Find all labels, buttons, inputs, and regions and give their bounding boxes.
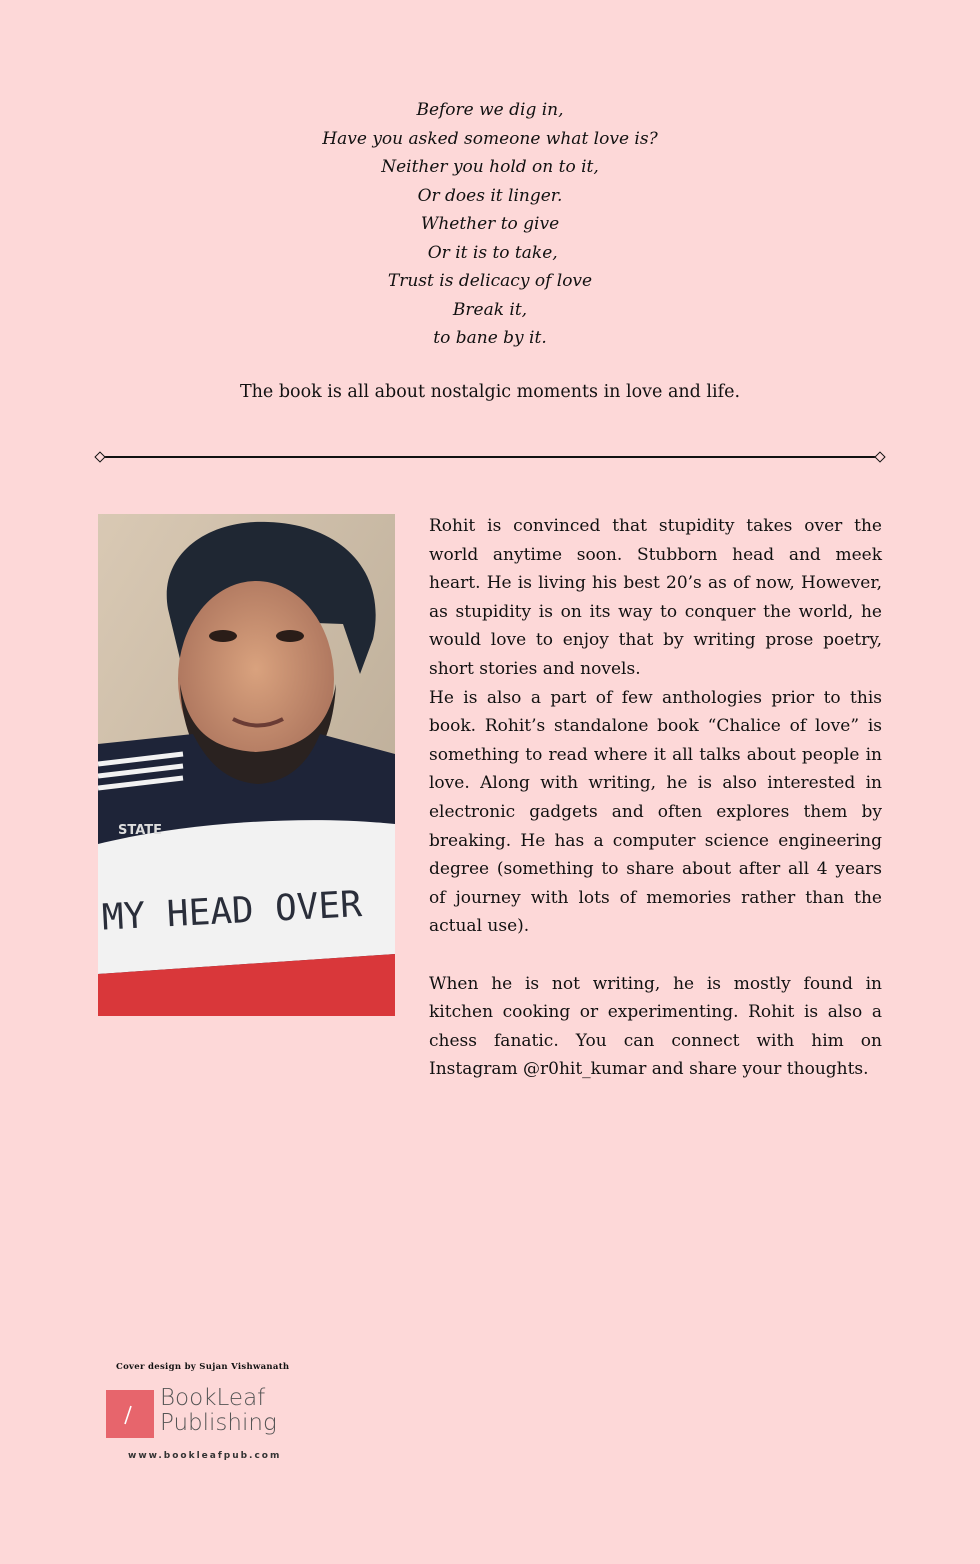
- poem-line: Have you asked someone what love is?: [322, 128, 658, 149]
- cover-design-credit: Cover design by Sujan Vishwanath: [116, 1362, 290, 1372]
- bio-paragraph: He is also a part of few anthologies prior to this book. Rohit’s standalone book “Chalice of love” is something to read where it all talks about people in love. Along with writing, he is also interested in electronic gadgets and often explores them by breaking. He has a computer science engineering degree (something to share about after all 4 years of journey with lots of memories rather than the actual use).: [429, 687, 882, 937]
- poem-line: Whether to give: [420, 214, 560, 234]
- poem-line: Trust is delicacy of love: [387, 271, 593, 291]
- poem-line: Before we dig in,: [416, 100, 564, 120]
- publisher-name-line2: Publishing: [160, 1410, 277, 1436]
- shirt-text: MY HEAD OVER: [100, 884, 363, 939]
- divider-diamond-icon: [94, 451, 105, 462]
- poem-line: Neither you hold on to it,: [381, 157, 599, 177]
- author-bio: [429, 512, 882, 1084]
- bookleaf-logo-icon: [106, 1390, 154, 1438]
- author-photo: [98, 514, 395, 1016]
- bio-paragraph: When he is not writing, he is mostly found in kitchen cooking or experimenting. Rohit is also a chess fanatic. You can connect with him on Instagram @r0hit_kumar and share your thoughts.: [429, 973, 882, 1080]
- publisher-website: www.bookleafpub.com: [128, 1451, 282, 1461]
- book-tagline: The book is all about nostalgic moments in love and life.: [239, 382, 741, 402]
- publisher-name-line1: BookLeaf: [160, 1385, 266, 1411]
- poem-line: Break it,: [452, 299, 528, 320]
- bio-paragraph: Rohit is convinced that stupidity takes over the world anytime soon. Stubborn head and meek heart. He is living his best 20’s as of now, However, as stupidity is on its way to conquer the world, he would love to enjoy that by writing prose poetry, short stories and novels.: [429, 516, 882, 679]
- poem-line: to bane by it.: [433, 328, 547, 348]
- divider-diamond-icon: [874, 451, 885, 462]
- shirt-small-text: STATE: [118, 823, 163, 838]
- publisher-logo-text: [160, 1386, 277, 1436]
- poem: [0, 96, 980, 353]
- section-divider: [102, 456, 878, 458]
- poem-line: Or does it linger.: [417, 185, 563, 206]
- author-portrait-image: [98, 514, 395, 1016]
- poem-line: Or it is to take,: [422, 242, 558, 263]
